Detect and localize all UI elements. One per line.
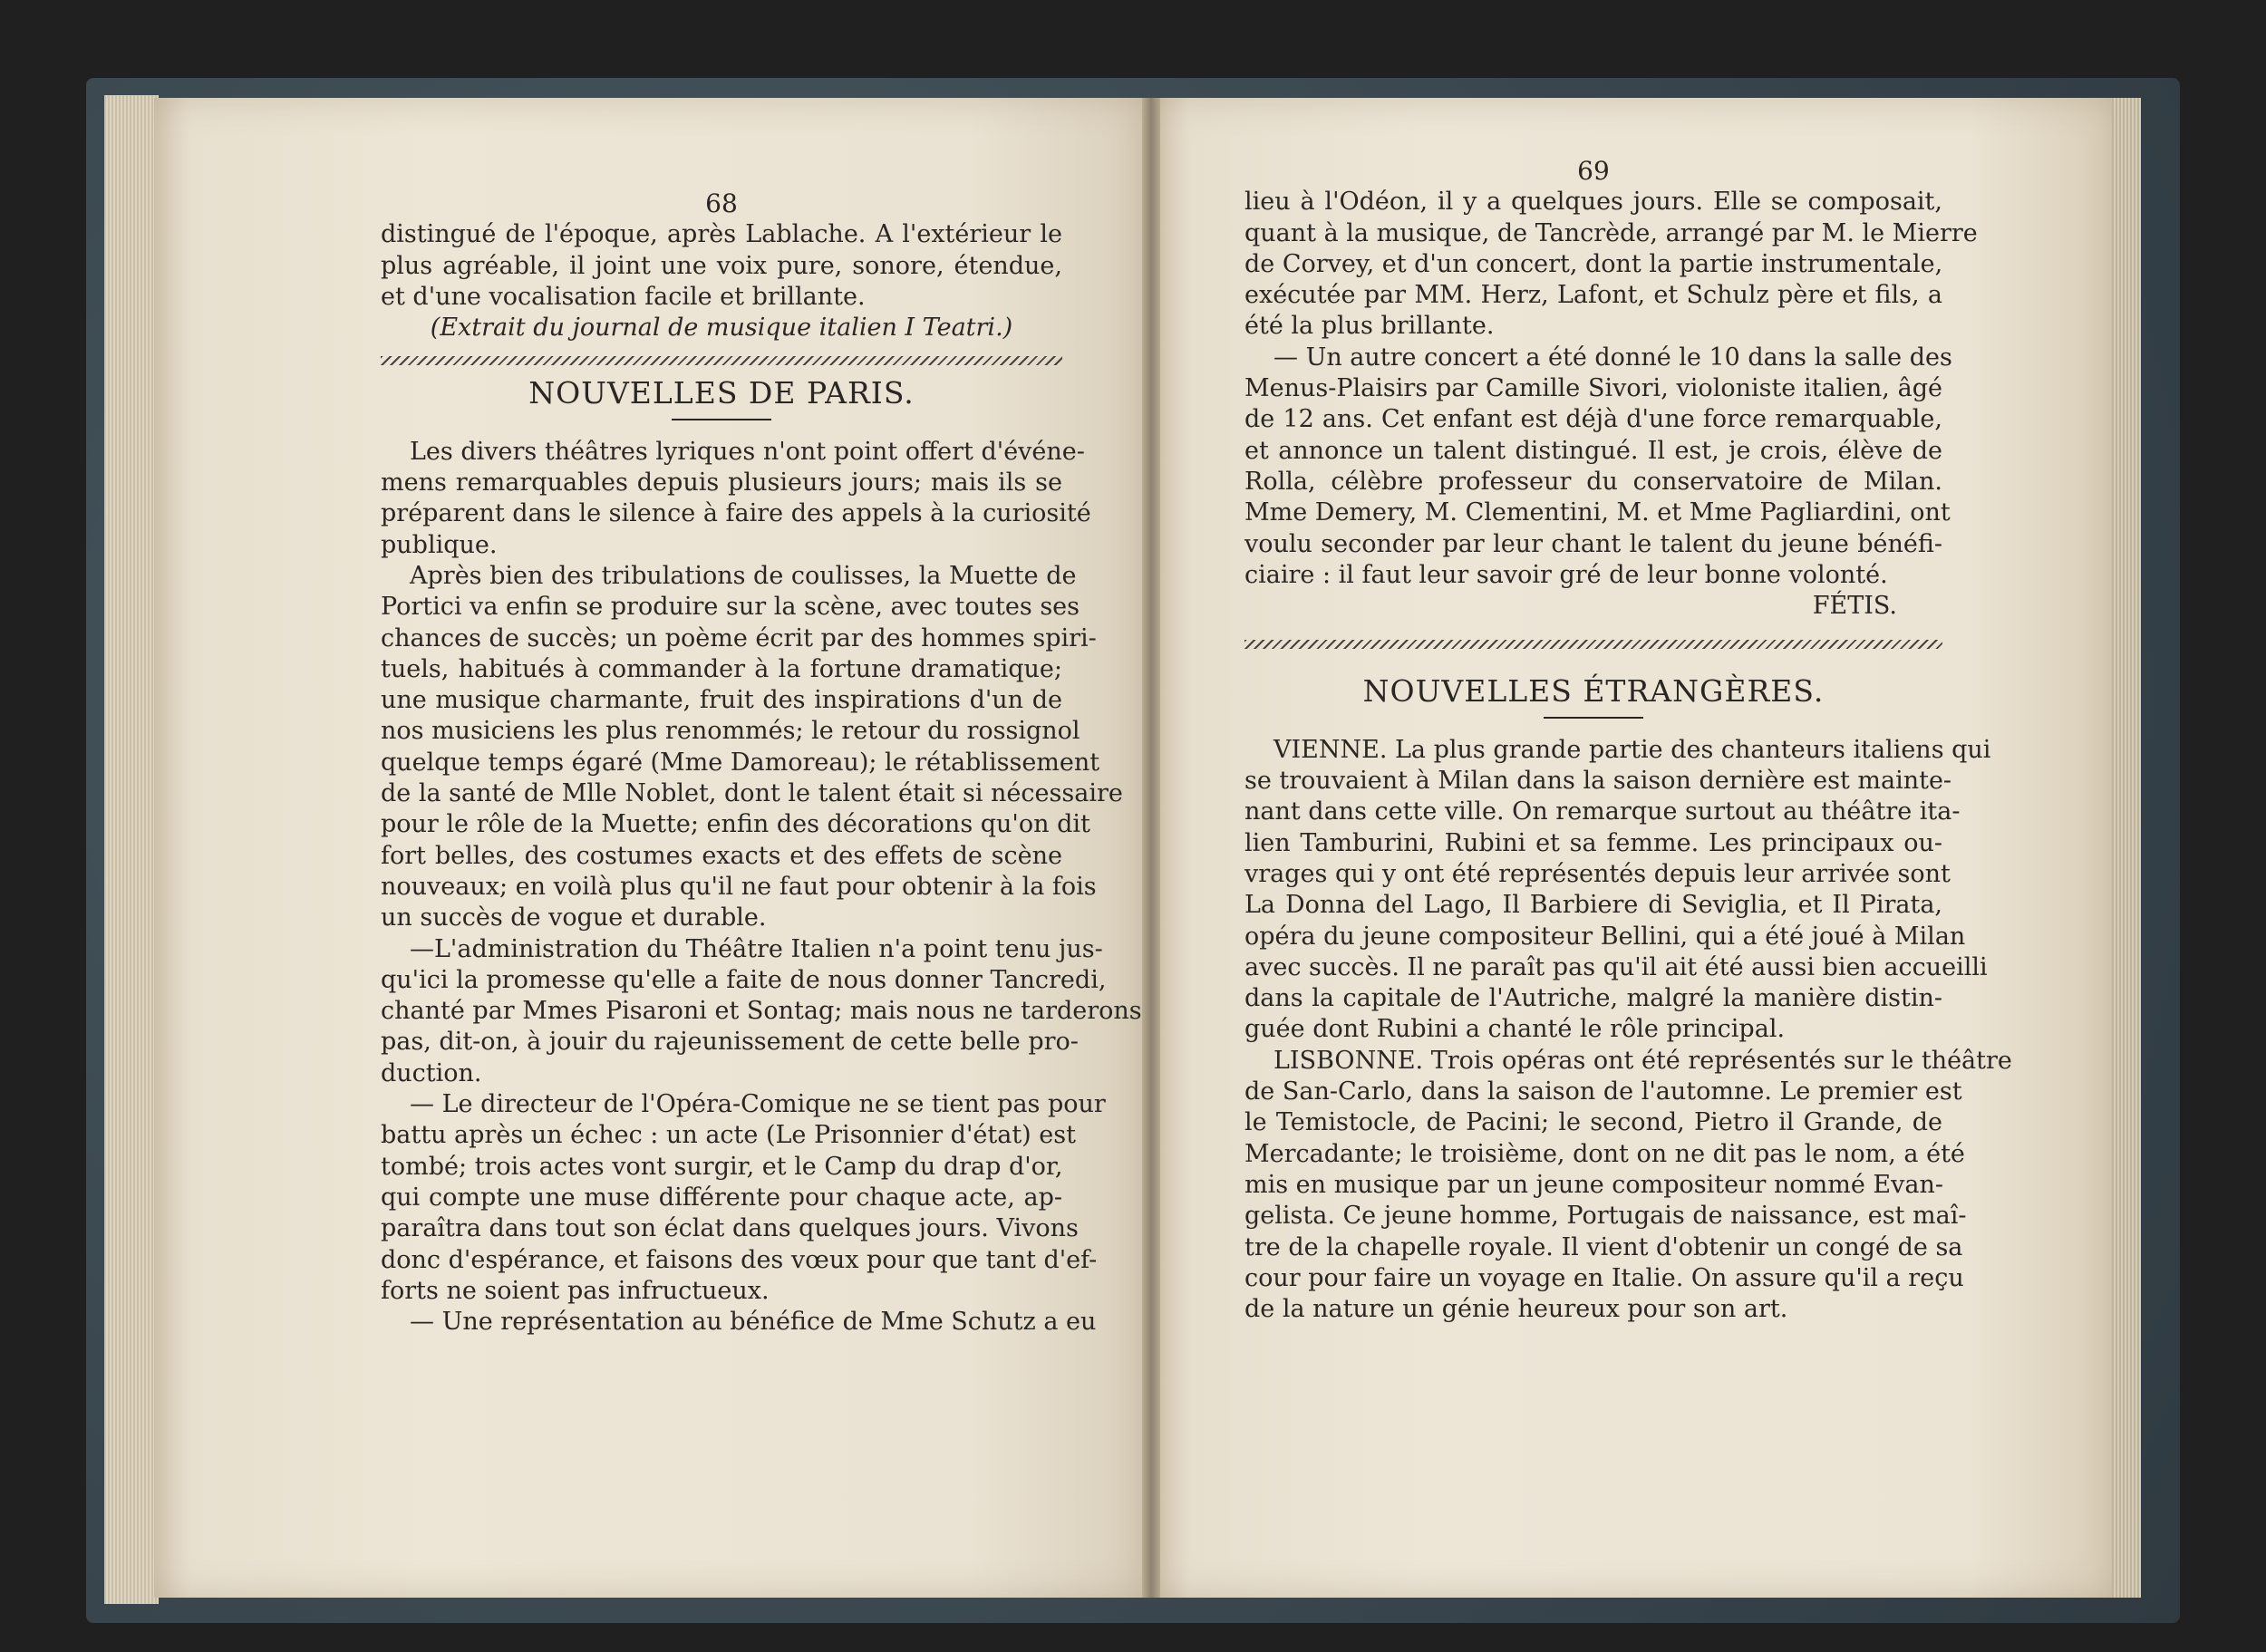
paragraph (381, 934, 1142, 1089)
short-rule (672, 419, 771, 420)
text-line: pas, dit-on, à jouir du rajeunissement de cette belle pro- (381, 1028, 1079, 1057)
citation: (Extrait du journal de musique italien I Teatri.) (430, 314, 1013, 343)
intro-block (381, 219, 1062, 313)
paragraph (1244, 735, 1991, 1046)
right-page-edges (2112, 98, 2141, 1598)
text-line: exécutée par MM. Herz, Lafont, et Schulz père et fils, a (1244, 281, 1942, 310)
text-line: nant dans cette ville. On remarque surtout au théâtre ita- (1244, 797, 1961, 826)
text-line: tre de la chapelle royale. Il vient d'obtenir un congé de sa (1244, 1232, 1963, 1261)
text-line: guée dont Rubini a chanté le rôle principal. (1244, 1015, 1786, 1044)
text-line: forts ne soient pas infructueux. (381, 1276, 770, 1305)
book-gutter (1142, 98, 1160, 1598)
text-line: quant à la musique, de Tancrède, arrangé par M. le Mierre (1244, 218, 1978, 247)
text-line: mens remarquables depuis plusieurs jours; mais ils se (381, 469, 1062, 498)
text-line: de la santé de Mlle Noblet, dont le talent était si nécessaire (381, 779, 1123, 808)
text-line: tombé; trois actes vont surgir, et le Camp du drap d'or, (381, 1152, 1063, 1181)
paris-news-paragraphs (381, 437, 1142, 1338)
text-line: de la nature un génie heureux pour son art. (1244, 1295, 1788, 1324)
text-line: battu après un échec : un acte (Le Prisonnier d'état) est (381, 1121, 1076, 1150)
paragraph (381, 1307, 1097, 1338)
text-line: tuels, habitués à commander à la fortune dramatique; (381, 654, 1062, 683)
text-line: de Corvey, et d'un concert, dont la partie instrumentale, (1244, 249, 1943, 278)
paragraph (381, 1089, 1106, 1307)
text-line: pour le rôle de la Muette; enfin des décorations qu'on dit (381, 810, 1090, 839)
text-line: paraîtra dans tout son éclat dans quelques jours. Vivons (381, 1214, 1079, 1243)
left-page-edges (104, 95, 159, 1604)
text-line: mis en musique par un jeune compositeur nommé Evan- (1244, 1170, 1943, 1199)
paragraph (381, 437, 1091, 561)
text-line: fort belles, des costumes exacts et des effets de scène (381, 841, 1062, 870)
text-line: lien Tamburini, Rubini et sa femme. Les principaux ou- (1244, 828, 1942, 857)
text-line: dans la capitale de l'Autriche, malgré la manière distin- (1244, 984, 1942, 1013)
text-line: — Le directeur de l'Opéra-Comique ne se tient pas pour (410, 1090, 1106, 1119)
text-line: Portici va enfin se produire sur la scène, avec toutes ses (381, 593, 1080, 622)
text-line: Menus-Plaisirs par Camille Sivori, violoniste italien, âgé (1244, 374, 1942, 403)
text-line: avec succès. Il ne paraît pas qu'il ait été aussi bien accueilli (1244, 952, 1988, 981)
text-line: qui compte une muse différente pour chaque acte, ap- (381, 1183, 1062, 1212)
paragraph (1244, 343, 1952, 591)
text-line: se trouvaient à Milan dans la saison dernière est mainte- (1244, 767, 1952, 796)
right-page-text (1244, 156, 2012, 1325)
text-line: le Temistocle, de Pacini; le second, Pietro il Grande, de (1244, 1108, 1942, 1137)
text-line: une musique charmante, fruit des inspirations d'un de (381, 686, 1062, 715)
text-line: VIENNE. La plus grande partie des chanteurs italiens qui (1273, 735, 1991, 764)
text-line: voulu seconder par leur chant le talent du jeune bénéfi- (1244, 529, 1942, 558)
paragraph (1244, 1046, 2012, 1326)
text-line: Rolla, célèbre professeur du conservatoire de Milan. (1244, 467, 1942, 496)
text-line: préparent dans le silence à faire des appels à la curiosité (381, 499, 1091, 528)
text-line: ciaire : il faut leur savoir gré de leur bonne volonté. (1244, 560, 1888, 589)
page-number-left: 68 (705, 188, 738, 218)
text-line: Les divers théâtres lyriques n'ont point offert d'événe- (410, 437, 1085, 466)
text-line: nos musiciens les plus renommés; le retour du rossignol (381, 717, 1080, 746)
text-line: gelista. Ce jeune homme, Portugais de naissance, est maî- (1244, 1202, 1967, 1231)
text-line: — Une représentation au bénéfice de Mme Schutz a eu (410, 1308, 1097, 1337)
section-title-foreign: NOUVELLES ÉTRANGÈRES. (1362, 673, 1825, 710)
text-line: chanté par Mmes Pisaroni et Sontag; mais nous ne tarderons (381, 997, 1142, 1026)
text-line: lieu à l'Odéon, il y a quelques jours. Elle se composait, (1244, 188, 1942, 217)
text-line: plus agréable, il joint une voix pure, sonore, étendue, (381, 251, 1062, 280)
left-page-text (381, 188, 1142, 1338)
text-line: été la plus brillante. (1244, 312, 1495, 341)
text-line: nouveaux; en voilà plus qu'il ne faut pour obtenir à la fois (381, 872, 1097, 901)
section-title-paris: NOUVELLES DE PARIS. (528, 375, 915, 411)
text-line: et d'une vocalisation facile et brillante. (381, 282, 866, 311)
text-line: Mercadante; le troisième, dont on ne dit pas le nom, a été (1244, 1139, 1965, 1168)
foreign-news-paragraphs (1244, 735, 2012, 1326)
text-line: et annonce un talent distingué. Il est, je crois, élève de (1244, 436, 1942, 465)
text-line: vrages qui y ont été représentés depuis leur arrivée sont (1244, 859, 1951, 888)
short-rule-right (1544, 717, 1643, 719)
page-number-right: 69 (1577, 156, 1610, 186)
wavy-separator-right (1244, 640, 1942, 649)
text-line: opéra du jeune compositeur Bellini, qui a été joué à Milan (1244, 922, 1966, 951)
text-line: Mme Demery, M. Clementini, M. et Mme Pagliardini, ont (1244, 498, 1951, 527)
text-line: publique. (381, 530, 498, 559)
text-line: un succès de vogue et durable. (381, 903, 767, 932)
text-line: —L'administration du Théâtre Italien n'a point tenu jus- (410, 934, 1103, 963)
text-line: de San-Carlo, dans la saison de l'automne. Le premier est (1244, 1077, 1962, 1106)
text-line: Après bien des tribulations de coulisses, la Muette de (410, 561, 1077, 590)
text-line: donc d'espérance, et faisons des vœux pour que tant d'ef- (381, 1245, 1098, 1274)
text-line: qu'ici la promesse qu'elle a faite de nous donner Tancredi, (381, 965, 1107, 994)
text-line: cour pour faire un voyage en Italie. On assure qu'il a reçu (1244, 1263, 1964, 1292)
concert-paragraphs (1244, 187, 1978, 591)
paragraph (1244, 187, 1978, 342)
wavy-separator (381, 356, 1062, 365)
text-line: La Donna del Lago, Il Barbiere di Seviglia, et Il Pirata, (1244, 891, 1942, 920)
text-line: quelque temps égaré (Mme Damoreau); le rétablissement (381, 748, 1100, 777)
paragraph (381, 561, 1123, 934)
text-line: distingué de l'époque, après Lablache. A l'extérieur le (381, 220, 1062, 249)
signature: FÉTIS. (1812, 592, 1897, 621)
text-line: chances de succès; un poème écrit par des hommes spiri- (381, 623, 1097, 652)
text-line: duction. (381, 1058, 482, 1087)
text-line: de 12 ans. Cet enfant est déjà d'une force remarquable, (1244, 405, 1942, 434)
text-line: LISBONNE. Trois opéras ont été représentés sur le théâtre (1273, 1046, 2012, 1075)
text-line: — Un autre concert a été donné le 10 dans la salle des (1273, 343, 1952, 372)
